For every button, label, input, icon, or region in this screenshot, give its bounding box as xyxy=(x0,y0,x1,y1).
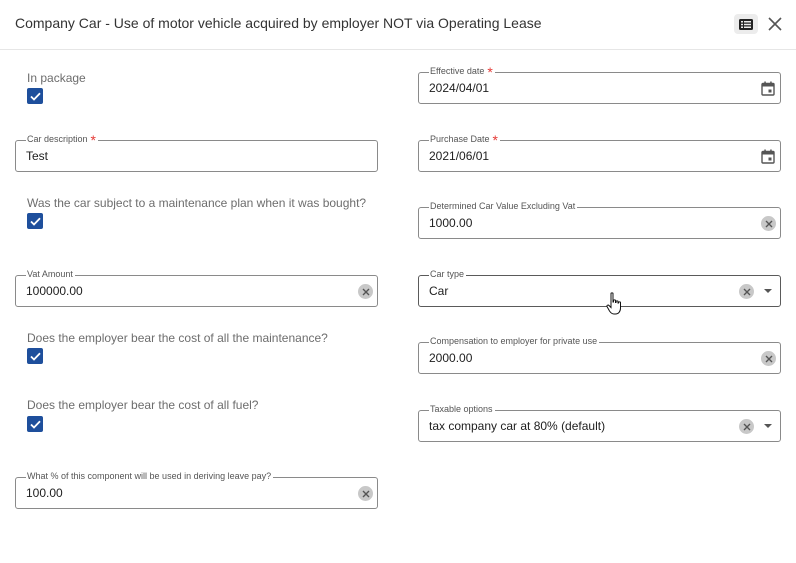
employer-fuel-checkbox[interactable] xyxy=(27,416,43,432)
list-icon[interactable] xyxy=(734,14,758,34)
clear-icon[interactable] xyxy=(761,216,776,231)
compensation-field[interactable] xyxy=(418,336,781,374)
check-icon xyxy=(30,352,41,361)
check-icon xyxy=(30,420,41,429)
leave-pay-value: 100.00 xyxy=(26,486,63,500)
car-description-label: Car description xyxy=(27,134,88,144)
in-package-label: In package xyxy=(27,71,86,85)
car-description-value: Test xyxy=(26,149,49,163)
chevron-down-icon[interactable] xyxy=(764,289,772,293)
leave-pay-field[interactable] xyxy=(15,471,378,509)
check-icon xyxy=(30,92,41,101)
purchase-date-value: 2021/06/01 xyxy=(429,149,490,163)
car-description-field[interactable] xyxy=(15,132,378,172)
clear-icon[interactable] xyxy=(358,486,373,501)
car-type-select[interactable] xyxy=(418,269,781,307)
clear-icon[interactable] xyxy=(358,284,373,299)
calendar-icon[interactable] xyxy=(761,81,775,96)
dialog-title: Company Car - Use of motor vehicle acquired by employer NOT via Operating Lease xyxy=(15,15,542,31)
compensation-label: Compensation to employer for private use xyxy=(430,336,598,346)
chevron-down-icon[interactable] xyxy=(764,424,772,428)
employer-fuel-label: Does the employer bear the cost of all fuel? xyxy=(27,398,259,412)
purchase-date-label: Purchase Date xyxy=(430,134,490,144)
required-marker: * xyxy=(90,132,96,148)
effective-date-value: 2024/04/01 xyxy=(429,81,490,95)
taxable-options-value: tax company car at 80% (default) xyxy=(429,419,606,433)
compensation-value: 2000.00 xyxy=(429,351,473,365)
vat-amount-label: Vat Amount xyxy=(27,269,73,279)
hand-cursor-icon xyxy=(606,292,624,316)
taxable-options-label: Taxable options xyxy=(430,404,493,414)
clear-icon[interactable] xyxy=(739,284,754,299)
maintenance-plan-label: Was the car subject to a maintenance plan when it was bought? xyxy=(27,196,367,210)
taxable-options-select[interactable] xyxy=(418,404,781,442)
required-marker: * xyxy=(487,64,493,80)
effective-date-label: Effective date xyxy=(430,66,485,76)
purchase-date-field[interactable] xyxy=(418,132,781,172)
calendar-icon[interactable] xyxy=(761,149,775,164)
car-value-value: 1000.00 xyxy=(429,216,473,230)
dialog-header xyxy=(0,0,796,50)
employer-maintenance-label: Does the employer bear the cost of all the maintenance? xyxy=(27,331,328,345)
car-type-label: Car type xyxy=(430,269,465,279)
vat-amount-value: 100000.00 xyxy=(26,284,83,298)
leave-pay-label: What % of this component will be used in deriving leave pay? xyxy=(27,471,272,481)
car-value-field[interactable] xyxy=(418,201,781,239)
car-type-value: Car xyxy=(429,284,449,298)
vat-amount-field[interactable] xyxy=(15,269,378,307)
close-icon[interactable] xyxy=(763,13,787,35)
maintenance-plan-checkbox[interactable] xyxy=(27,213,43,229)
effective-date-field[interactable] xyxy=(418,64,781,104)
employer-maintenance-checkbox[interactable] xyxy=(27,348,43,364)
check-icon xyxy=(30,217,41,226)
required-marker: * xyxy=(492,132,498,148)
car-value-label: Determined Car Value Excluding Vat xyxy=(430,201,576,211)
clear-icon[interactable] xyxy=(761,351,776,366)
clear-icon[interactable] xyxy=(739,419,754,434)
in-package-checkbox[interactable] xyxy=(27,88,43,104)
